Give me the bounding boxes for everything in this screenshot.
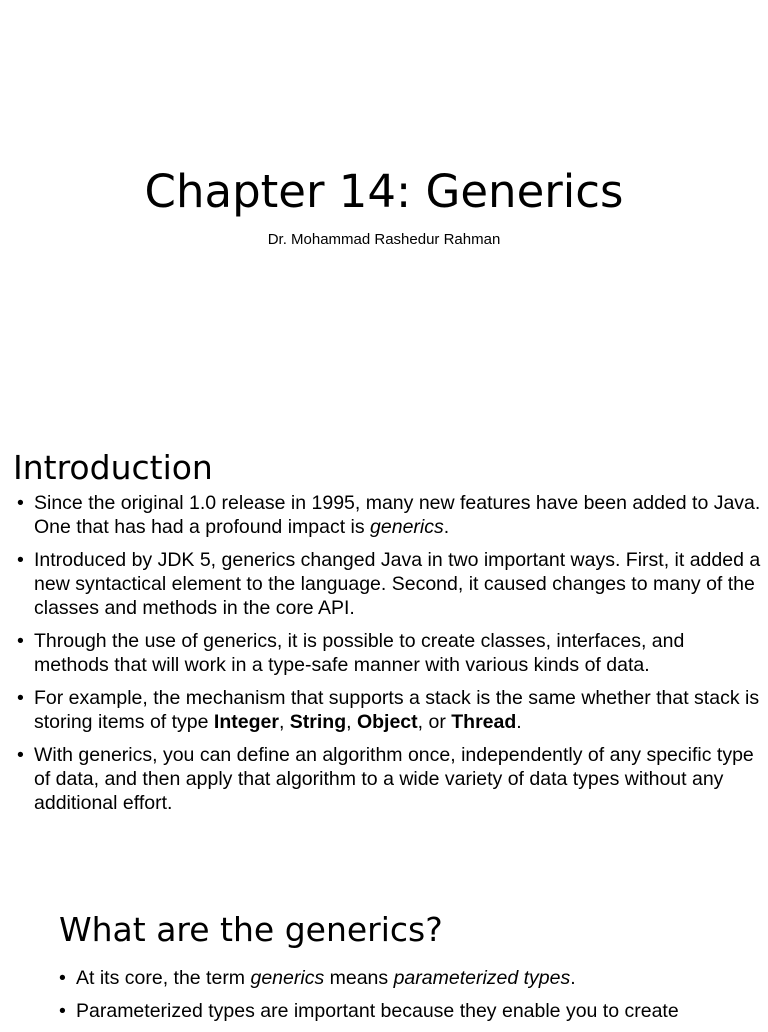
type-keyword: String	[289, 711, 347, 733]
title-slide	[0, 0, 768, 432]
bullet-text: With generics, you can define an algorithm once, independently of any specific type of data, and then apply that algorithm to a wide variety of data types without any additional effort.	[34, 744, 754, 814]
introduction-slide	[0, 432, 768, 864]
bullet-text: .	[570, 967, 576, 989]
author-name: Dr. Mohammad Rashedur Rahman	[267, 231, 501, 248]
bullet-item	[17, 686, 762, 734]
bullet-icon: •	[17, 549, 24, 571]
bullet-text: For example, the mechanism that supports a stack is the same whether that stack is storing items of type	[34, 687, 760, 733]
bullet-item	[59, 999, 759, 1023]
chapter-title: Chapter 14: Generics	[144, 165, 624, 218]
bullet-text: Parameterized types are important because they enable you to create	[76, 1000, 679, 1022]
bullet-item	[17, 743, 762, 815]
bullet-item	[59, 966, 759, 990]
bullet-text: .	[443, 516, 450, 538]
what-are-generics-slide	[0, 864, 768, 1024]
bullet-list	[17, 491, 762, 824]
bullet-emphasis: generics	[370, 516, 444, 538]
type-keyword: Thread	[451, 711, 517, 733]
bullet-item	[17, 491, 762, 539]
bullet-text: Introduced by JDK 5, generics changed Java in two important ways. First, it added a new syntactical element to the language. Second, it caused changes to many of the classes and methods in the core API.	[34, 549, 761, 619]
bullet-list	[59, 966, 759, 1032]
bullet-text: At its core, the term	[76, 967, 251, 989]
slide-heading: What are the generics?	[59, 910, 443, 949]
separator: , or	[417, 711, 452, 733]
bullet-icon: •	[17, 744, 24, 766]
slide-heading: Introduction	[13, 448, 213, 487]
bullet-emphasis: parameterized types	[393, 967, 571, 989]
separator: ,	[278, 711, 290, 733]
bullet-icon: •	[17, 630, 24, 652]
bullet-icon: •	[17, 492, 24, 514]
bullet-icon: •	[17, 687, 24, 709]
type-keyword: Integer	[213, 711, 279, 733]
bullet-icon: •	[59, 1000, 66, 1022]
bullet-item	[17, 548, 762, 620]
bullet-text: Through the use of generics, it is possible to create classes, interfaces, and methods that will work in a type-safe manner with various kinds of data.	[34, 630, 685, 676]
type-keyword: Object	[356, 711, 418, 733]
separator: ,	[346, 711, 357, 733]
bullet-emphasis: generics	[250, 967, 325, 989]
bullet-text: means	[324, 967, 394, 989]
separator: .	[516, 711, 522, 733]
bullet-icon: •	[59, 967, 66, 989]
bullet-item	[17, 629, 762, 677]
bullet-text: Since the original 1.0 release in 1995, many new features have been added to Java. One that has had a profound impact is	[34, 492, 761, 538]
